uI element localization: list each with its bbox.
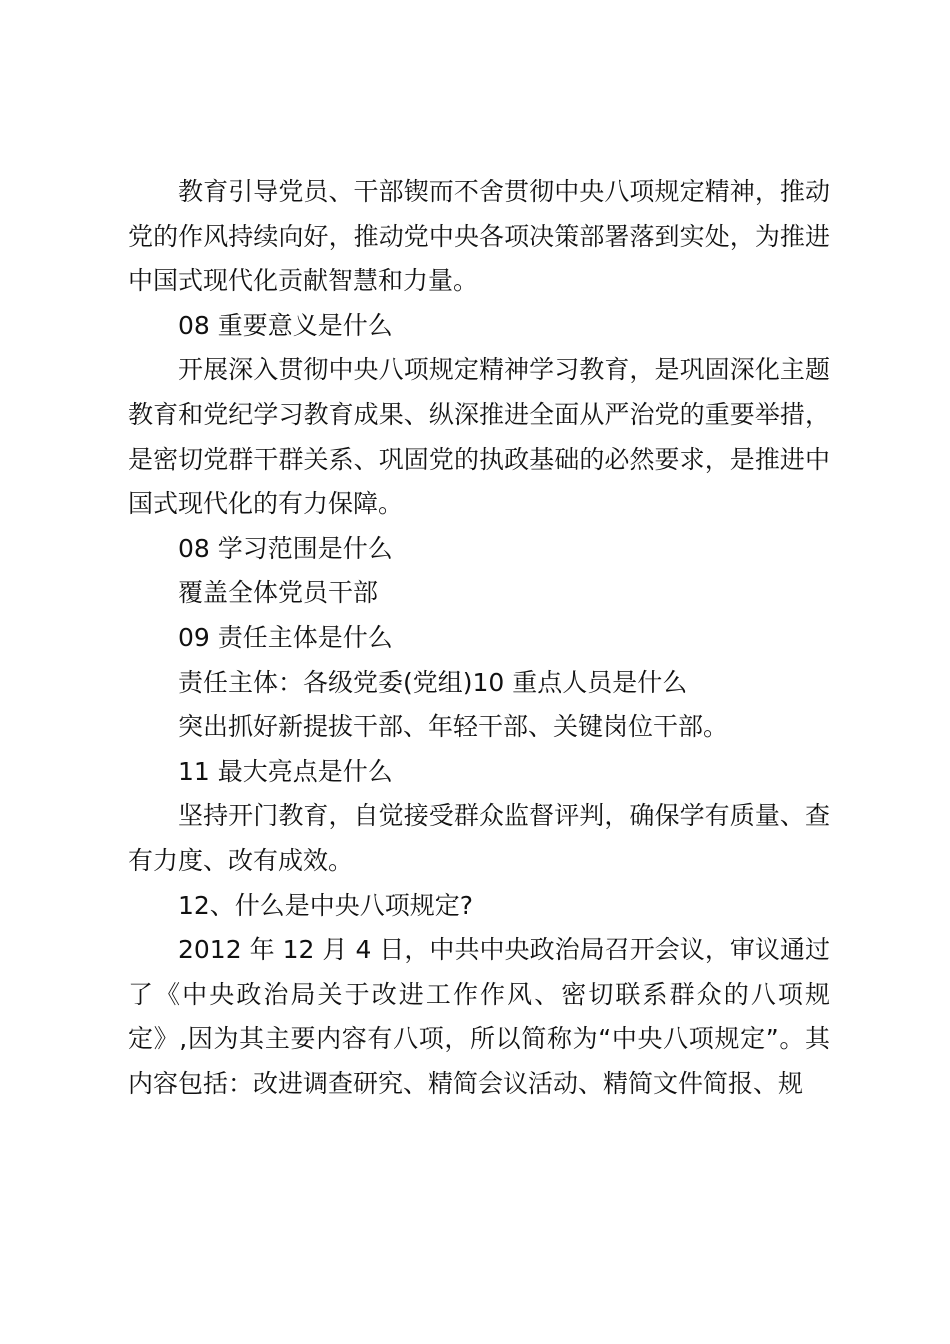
paragraph-intro: 教育引导党员、干部锲而不舍贯彻中央八项规定精神，推动党的作风持续向好，推动党中央各项决策部署落到实处，为推进中国式现代化贡献智慧和力量。 xyxy=(128,177,830,296)
paragraph-key-personnel: 突出抓好新提拔干部、年轻干部、关键岗位干部。 xyxy=(178,712,729,742)
heading-highlight: 11 最大亮点是什么 xyxy=(178,756,393,786)
paragraph-importance: 开展深入贯彻中央八项规定精神学习教育，是巩固深化主题教育和党纪学习教育成果、纵深推进全面从严治党的重要举措，是密切党群干群关系、巩固党的执政基础的必然要求，是推进中国式现代化的有力保障。 xyxy=(128,355,830,519)
paragraph-responsibility: 责任主体：各级党委(党组)10 重点人员是什么 xyxy=(178,667,688,697)
heading-eight-rules: 12、什么是中央八项规定? xyxy=(178,890,474,920)
heading-scope: 08 学习范围是什么 xyxy=(178,533,393,563)
heading-responsibility: 09 责任主体是什么 xyxy=(178,622,393,652)
paragraph-eight-rules: 2012 年 12 月 4 日，中共中央政治局召开会议，审议通过了《中央政治局关于改进工作作风、密切联系群众的八项规定》,因为其主要内容有八项，所以简称为“中央八项规定”。其内容包括：改进调查研究、精简会议活动、精简文件简报、规 xyxy=(128,935,830,1098)
paragraph-scope: 覆盖全体党员干部 xyxy=(178,578,379,608)
heading-importance: 08 重要意义是什么 xyxy=(178,310,393,340)
document-body xyxy=(128,170,830,1106)
paragraph-highlight: 坚持开门教育，自觉接受群众监督评判，确保学有质量、查有力度、改有成效。 xyxy=(128,801,830,875)
